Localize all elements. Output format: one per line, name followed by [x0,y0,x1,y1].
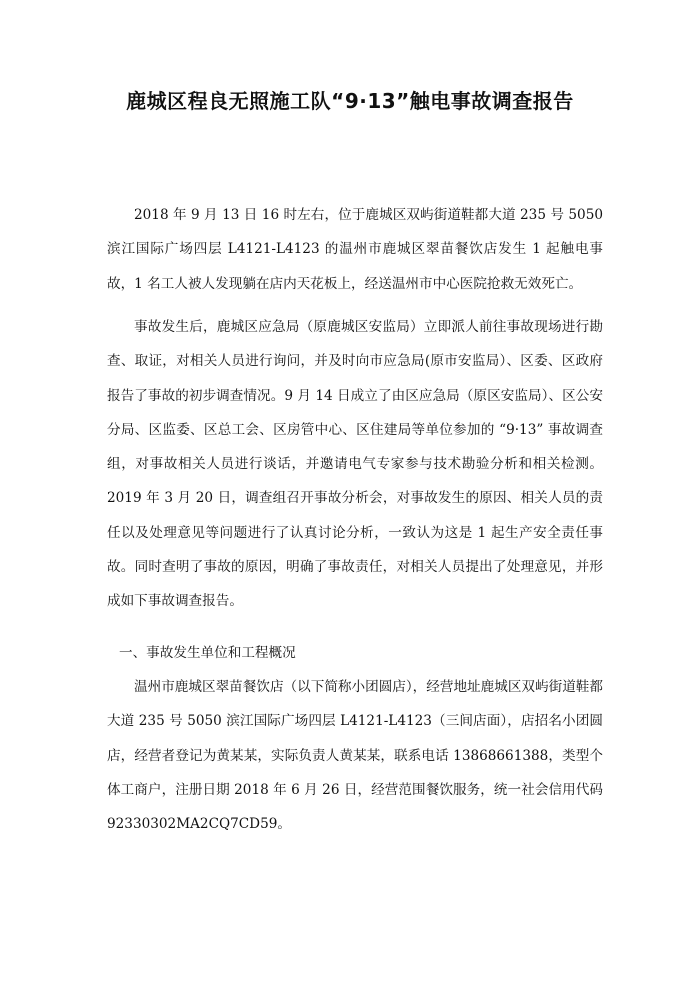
document-title: 鹿城区程良无照施工队“9·13”触电事故调查报告 [126,89,574,113]
section-heading-1 [107,636,603,670]
paragraph-text: 事故发生后，鹿城区应急局（原鹿城区安监局）立即派人前往事故现场进行勘查、取证，对相关人员进行询问，并及时向市应急局(原市安监局）、区委、区政府报告了事故的初步调查情况。9 月 14 日成立了由区应急局（原区安监局）、区公安分局、区监委、区总工会、区房管中心、区住建局等单位参加的 “9·13” 事故调查组，对事故相关人员进行谈话，并邀请电气专家参与技术勘验分析和相关检测。2019 年 3 月 20 日，调查组召开事故分析会，对事故发生的原因、相关人员的责任以及处理意见等问题进行了认真讨论分析，一致认为这是 1 起生产安全责任事故。同时查明了事故的原因，明确了事故责任，对相关人员提出了处理意见，并形成如下事故调查报告。 [107,319,603,610]
paragraph-incident-summary [107,198,603,301]
paragraph-unit-overview [107,670,603,841]
paragraph-investigation-process [107,310,603,619]
paragraph-text: 2018 年 9 月 13 日 16 时左右，位于鹿城区双屿街道鞋都大道 235 号 5050 滨江国际广场四层 L4121-L4123 的温州市鹿城区翠苗餐饮店发生 1 起触电事故，1 名工人被人发现躺在店内天花板上，经送温州市中心医院抢救无效死亡。 [107,207,603,292]
section-heading-text: 一、事故发生单位和工程概况 [119,645,296,661]
paragraph-text: 温州市鹿城区翠苗餐饮店（以下简称小团圆店），经营地址鹿城区双屿街道鞋都大道 235 号 5050 滨江国际广场四层 L4121-L4123（三间店面），店招名小团圆店，经营者登记为黄某某，实际负责人黄某某，联系电话 13868661388，类型个体工商户，注册日期 2018 年 6 月 26 日，经营范围餐饮服务，统一社会信用代码 92330302MA2CQ7CD59。 [107,679,603,833]
